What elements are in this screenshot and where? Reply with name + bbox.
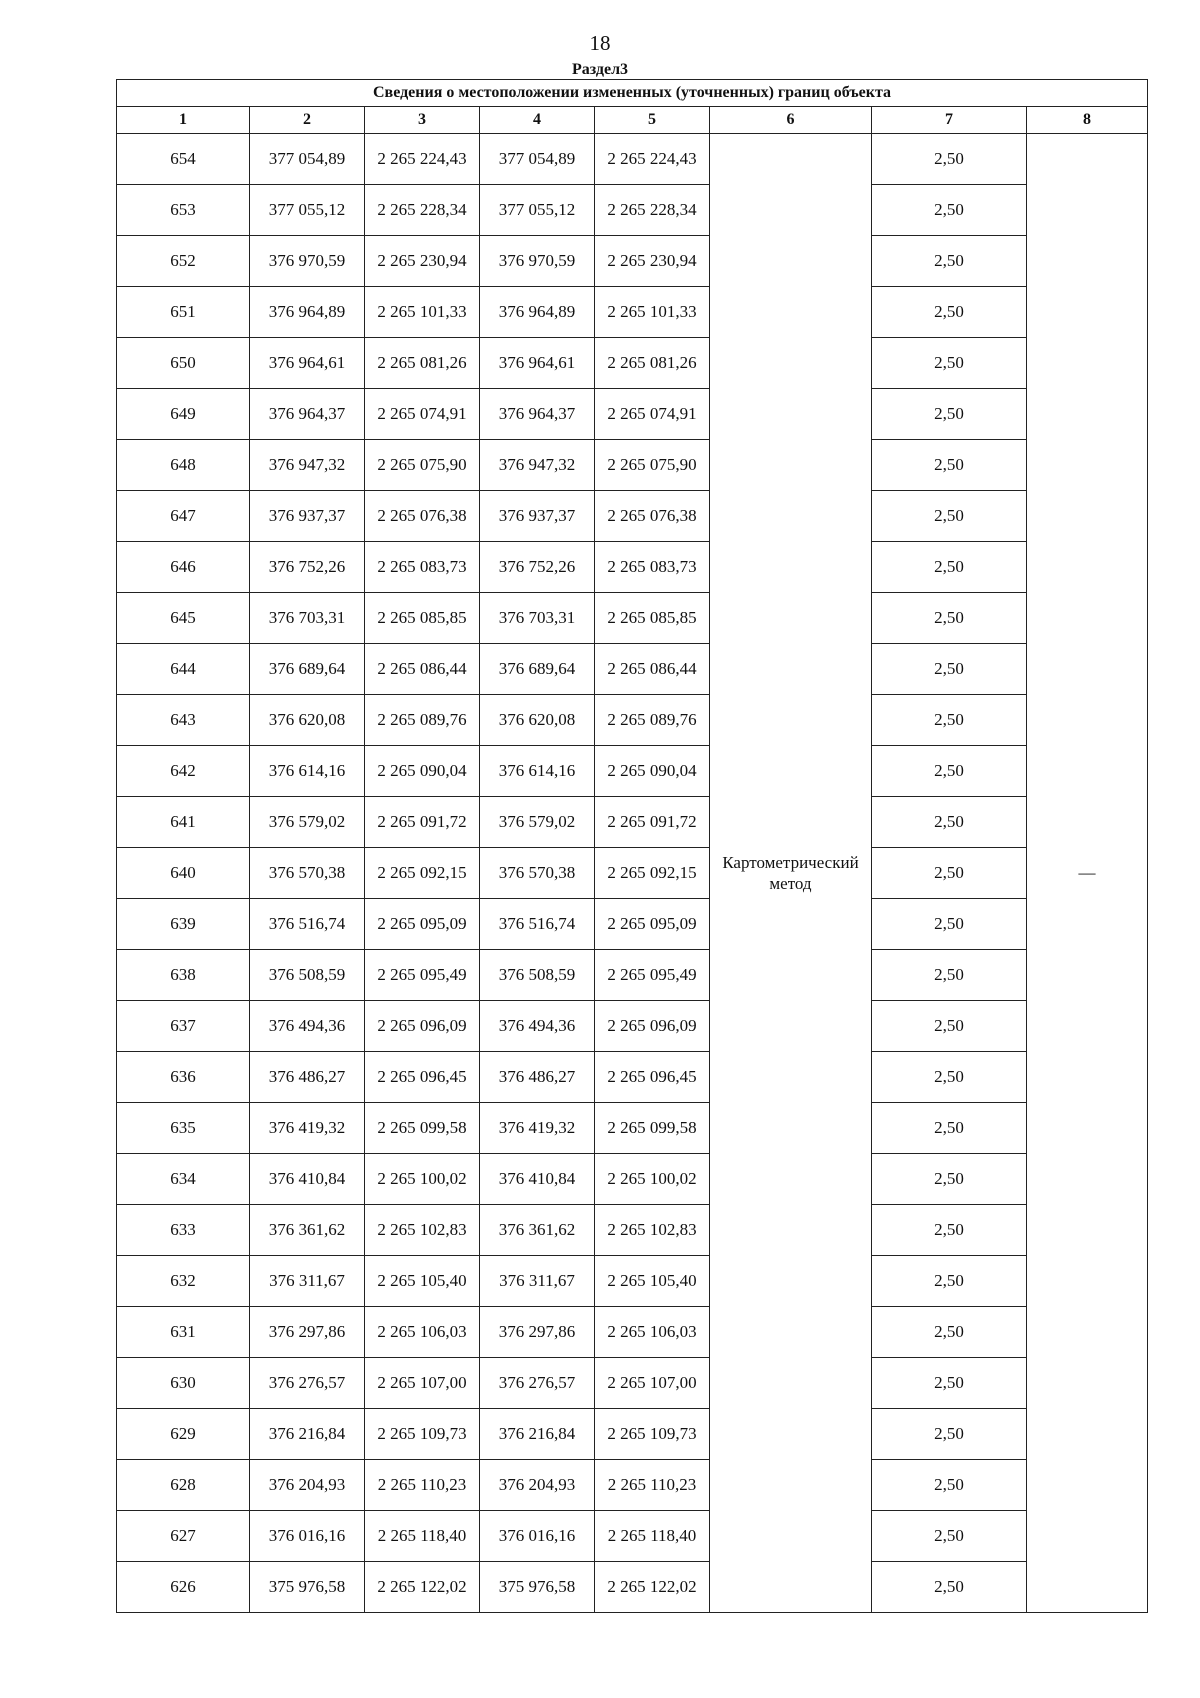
x-new-cell: 376 494,36 xyxy=(480,1001,595,1052)
precision-cell: 2,50 xyxy=(872,185,1027,236)
table-row xyxy=(117,644,1148,695)
point-number-cell: 643 xyxy=(117,695,250,746)
x-new-cell: 376 361,62 xyxy=(480,1205,595,1256)
precision-cell: 2,50 xyxy=(872,389,1027,440)
point-number-cell: 653 xyxy=(117,185,250,236)
point-number-cell: 629 xyxy=(117,1409,250,1460)
x-old-cell: 376 947,32 xyxy=(250,440,365,491)
precision-cell: 2,50 xyxy=(872,440,1027,491)
point-number-cell: 638 xyxy=(117,950,250,1001)
precision-cell: 2,50 xyxy=(872,1256,1027,1307)
x-old-cell: 376 311,67 xyxy=(250,1256,365,1307)
y-new-cell: 2 265 090,04 xyxy=(595,746,710,797)
x-new-cell: 376 311,67 xyxy=(480,1256,595,1307)
x-old-cell: 376 486,27 xyxy=(250,1052,365,1103)
table-row xyxy=(117,134,1148,185)
x-old-cell: 376 276,57 xyxy=(250,1358,365,1409)
x-new-cell: 376 297,86 xyxy=(480,1307,595,1358)
y-new-cell: 2 265 107,00 xyxy=(595,1358,710,1409)
y-old-cell: 2 265 096,45 xyxy=(365,1052,480,1103)
y-old-cell: 2 265 230,94 xyxy=(365,236,480,287)
table-row xyxy=(117,899,1148,950)
y-old-cell: 2 265 122,02 xyxy=(365,1562,480,1613)
precision-cell: 2,50 xyxy=(872,1205,1027,1256)
precision-cell: 2,50 xyxy=(872,848,1027,899)
y-old-cell: 2 265 074,91 xyxy=(365,389,480,440)
y-old-cell: 2 265 075,90 xyxy=(365,440,480,491)
point-number-cell: 632 xyxy=(117,1256,250,1307)
y-old-cell: 2 265 102,83 xyxy=(365,1205,480,1256)
x-old-cell: 376 579,02 xyxy=(250,797,365,848)
column-number-7: 7 xyxy=(872,107,1027,134)
y-new-cell: 2 265 110,23 xyxy=(595,1460,710,1511)
y-new-cell: 2 265 081,26 xyxy=(595,338,710,389)
y-new-cell: 2 265 096,45 xyxy=(595,1052,710,1103)
precision-cell: 2,50 xyxy=(872,1307,1027,1358)
y-new-cell: 2 265 085,85 xyxy=(595,593,710,644)
x-new-cell: 376 419,32 xyxy=(480,1103,595,1154)
table-row xyxy=(117,1052,1148,1103)
x-new-cell: 376 620,08 xyxy=(480,695,595,746)
point-number-cell: 651 xyxy=(117,287,250,338)
point-number-cell: 647 xyxy=(117,491,250,542)
point-number-cell: 641 xyxy=(117,797,250,848)
table-row xyxy=(117,1562,1148,1613)
x-new-cell: 376 486,27 xyxy=(480,1052,595,1103)
table-row xyxy=(117,236,1148,287)
y-new-cell: 2 265 095,09 xyxy=(595,899,710,950)
x-old-cell: 376 964,89 xyxy=(250,287,365,338)
column-number-2: 2 xyxy=(250,107,365,134)
table-row xyxy=(117,287,1148,338)
y-new-cell: 2 265 224,43 xyxy=(595,134,710,185)
point-number-cell: 634 xyxy=(117,1154,250,1205)
y-old-cell: 2 265 109,73 xyxy=(365,1409,480,1460)
y-new-cell: 2 265 075,90 xyxy=(595,440,710,491)
table-body xyxy=(117,134,1148,1613)
table-row xyxy=(117,1154,1148,1205)
x-new-cell: 376 216,84 xyxy=(480,1409,595,1460)
y-old-cell: 2 265 085,85 xyxy=(365,593,480,644)
x-old-cell: 376 419,32 xyxy=(250,1103,365,1154)
table-row xyxy=(117,1358,1148,1409)
x-new-cell: 376 570,38 xyxy=(480,848,595,899)
precision-cell: 2,50 xyxy=(872,1460,1027,1511)
point-number-cell: 631 xyxy=(117,1307,250,1358)
y-old-cell: 2 265 089,76 xyxy=(365,695,480,746)
point-number-cell: 628 xyxy=(117,1460,250,1511)
y-old-cell: 2 265 100,02 xyxy=(365,1154,480,1205)
table-row xyxy=(117,1307,1148,1358)
precision-cell: 2,50 xyxy=(872,1409,1027,1460)
precision-cell: 2,50 xyxy=(872,644,1027,695)
x-new-cell: 376 508,59 xyxy=(480,950,595,1001)
point-number-cell: 630 xyxy=(117,1358,250,1409)
point-number-cell: 636 xyxy=(117,1052,250,1103)
table-row xyxy=(117,1103,1148,1154)
precision-cell: 2,50 xyxy=(872,542,1027,593)
point-number-cell: 650 xyxy=(117,338,250,389)
table-row xyxy=(117,695,1148,746)
precision-cell: 2,50 xyxy=(872,1511,1027,1562)
x-old-cell: 376 689,64 xyxy=(250,644,365,695)
table-row xyxy=(117,185,1148,236)
point-number-cell: 642 xyxy=(117,746,250,797)
x-old-cell: 376 216,84 xyxy=(250,1409,365,1460)
x-old-cell: 376 964,37 xyxy=(250,389,365,440)
point-number-cell: 635 xyxy=(117,1103,250,1154)
x-old-cell: 376 964,61 xyxy=(250,338,365,389)
x-old-cell: 376 494,36 xyxy=(250,1001,365,1052)
point-number-cell: 652 xyxy=(117,236,250,287)
x-old-cell: 376 361,62 xyxy=(250,1205,365,1256)
table-row xyxy=(117,1409,1148,1460)
precision-cell: 2,50 xyxy=(872,134,1027,185)
page-number: 18 xyxy=(589,31,611,55)
y-old-cell: 2 265 095,49 xyxy=(365,950,480,1001)
x-new-cell: 376 964,37 xyxy=(480,389,595,440)
precision-cell: 2,50 xyxy=(872,1358,1027,1409)
table-row xyxy=(117,593,1148,644)
precision-cell: 2,50 xyxy=(872,593,1027,644)
x-old-cell: 376 752,26 xyxy=(250,542,365,593)
x-old-cell: 376 016,16 xyxy=(250,1511,365,1562)
x-new-cell: 375 976,58 xyxy=(480,1562,595,1613)
precision-cell: 2,50 xyxy=(872,746,1027,797)
y-new-cell: 2 265 122,02 xyxy=(595,1562,710,1613)
precision-cell: 2,50 xyxy=(872,491,1027,542)
x-old-cell: 376 204,93 xyxy=(250,1460,365,1511)
y-old-cell: 2 265 090,04 xyxy=(365,746,480,797)
column-number-3: 3 xyxy=(365,107,480,134)
table-row xyxy=(117,746,1148,797)
y-old-cell: 2 265 099,58 xyxy=(365,1103,480,1154)
table-row xyxy=(117,1460,1148,1511)
x-old-cell: 376 970,59 xyxy=(250,236,365,287)
x-old-cell: 376 570,38 xyxy=(250,848,365,899)
x-new-cell: 376 947,32 xyxy=(480,440,595,491)
x-new-cell: 377 055,12 xyxy=(480,185,595,236)
precision-cell: 2,50 xyxy=(872,797,1027,848)
point-number-cell: 649 xyxy=(117,389,250,440)
y-new-cell: 2 265 101,33 xyxy=(595,287,710,338)
point-number-cell: 654 xyxy=(117,134,250,185)
section-title: Раздел3 xyxy=(571,61,629,78)
y-old-cell: 2 265 083,73 xyxy=(365,542,480,593)
point-number-cell: 645 xyxy=(117,593,250,644)
table-row xyxy=(117,950,1148,1001)
table-row xyxy=(117,1256,1148,1307)
y-old-cell: 2 265 095,09 xyxy=(365,899,480,950)
table-caption: Сведения о местоположении измененных (уточненных) границ объекта xyxy=(117,80,1148,107)
precision-cell: 2,50 xyxy=(872,1154,1027,1205)
point-number-cell: 644 xyxy=(117,644,250,695)
table-row xyxy=(117,1511,1148,1562)
x-new-cell: 376 276,57 xyxy=(480,1358,595,1409)
precision-cell: 2,50 xyxy=(872,287,1027,338)
y-new-cell: 2 265 092,15 xyxy=(595,848,710,899)
precision-cell: 2,50 xyxy=(872,1103,1027,1154)
y-new-cell: 2 265 095,49 xyxy=(595,950,710,1001)
y-new-cell: 2 265 091,72 xyxy=(595,797,710,848)
column-number-8: 8 xyxy=(1027,107,1148,134)
precision-cell: 2,50 xyxy=(872,1562,1027,1613)
y-new-cell: 2 265 099,58 xyxy=(595,1103,710,1154)
x-old-cell: 376 516,74 xyxy=(250,899,365,950)
y-old-cell: 2 265 224,43 xyxy=(365,134,480,185)
point-number-cell: 640 xyxy=(117,848,250,899)
y-new-cell: 2 265 100,02 xyxy=(595,1154,710,1205)
y-old-cell: 2 265 101,33 xyxy=(365,287,480,338)
point-number-cell: 646 xyxy=(117,542,250,593)
coordinates-table xyxy=(116,79,1148,1613)
column-number-4: 4 xyxy=(480,107,595,134)
y-old-cell: 2 265 096,09 xyxy=(365,1001,480,1052)
x-new-cell: 376 964,61 xyxy=(480,338,595,389)
y-old-cell: 2 265 076,38 xyxy=(365,491,480,542)
point-number-cell: 648 xyxy=(117,440,250,491)
precision-cell: 2,50 xyxy=(872,1001,1027,1052)
x-new-cell: 376 410,84 xyxy=(480,1154,595,1205)
y-old-cell: 2 265 081,26 xyxy=(365,338,480,389)
y-new-cell: 2 265 118,40 xyxy=(595,1511,710,1562)
table-row xyxy=(117,1001,1148,1052)
y-old-cell: 2 265 118,40 xyxy=(365,1511,480,1562)
y-old-cell: 2 265 092,15 xyxy=(365,848,480,899)
precision-cell: 2,50 xyxy=(872,338,1027,389)
x-old-cell: 377 054,89 xyxy=(250,134,365,185)
table-row xyxy=(117,848,1148,899)
column-number-row xyxy=(117,107,1148,134)
y-new-cell: 2 265 083,73 xyxy=(595,542,710,593)
table-row xyxy=(117,491,1148,542)
y-new-cell: 2 265 106,03 xyxy=(595,1307,710,1358)
x-new-cell: 376 752,26 xyxy=(480,542,595,593)
x-old-cell: 376 620,08 xyxy=(250,695,365,746)
y-new-cell: 2 265 089,76 xyxy=(595,695,710,746)
y-old-cell: 2 265 228,34 xyxy=(365,185,480,236)
table-row xyxy=(117,542,1148,593)
precision-cell: 2,50 xyxy=(872,899,1027,950)
column-number-5: 5 xyxy=(595,107,710,134)
table-row xyxy=(117,440,1148,491)
y-old-cell: 2 265 091,72 xyxy=(365,797,480,848)
x-old-cell: 376 410,84 xyxy=(250,1154,365,1205)
table-row xyxy=(117,797,1148,848)
x-old-cell: 376 703,31 xyxy=(250,593,365,644)
y-new-cell: 2 265 102,83 xyxy=(595,1205,710,1256)
column-number-1: 1 xyxy=(117,107,250,134)
x-new-cell: 377 054,89 xyxy=(480,134,595,185)
y-new-cell: 2 265 076,38 xyxy=(595,491,710,542)
y-new-cell: 2 265 105,40 xyxy=(595,1256,710,1307)
point-number-cell: 626 xyxy=(117,1562,250,1613)
x-new-cell: 376 016,16 xyxy=(480,1511,595,1562)
x-new-cell: 376 204,93 xyxy=(480,1460,595,1511)
note-cell: — xyxy=(1027,134,1148,1613)
table-row xyxy=(117,1205,1148,1256)
point-number-cell: 627 xyxy=(117,1511,250,1562)
x-new-cell: 376 937,37 xyxy=(480,491,595,542)
y-old-cell: 2 265 105,40 xyxy=(365,1256,480,1307)
point-number-cell: 637 xyxy=(117,1001,250,1052)
y-old-cell: 2 265 107,00 xyxy=(365,1358,480,1409)
point-number-cell: 633 xyxy=(117,1205,250,1256)
x-new-cell: 376 516,74 xyxy=(480,899,595,950)
y-old-cell: 2 265 086,44 xyxy=(365,644,480,695)
x-old-cell: 375 976,58 xyxy=(250,1562,365,1613)
x-old-cell: 376 614,16 xyxy=(250,746,365,797)
x-new-cell: 376 689,64 xyxy=(480,644,595,695)
x-new-cell: 376 964,89 xyxy=(480,287,595,338)
table-row xyxy=(117,338,1148,389)
precision-cell: 2,50 xyxy=(872,236,1027,287)
y-new-cell: 2 265 086,44 xyxy=(595,644,710,695)
column-number-6: 6 xyxy=(710,107,872,134)
point-number-cell: 639 xyxy=(117,899,250,950)
x-old-cell: 376 297,86 xyxy=(250,1307,365,1358)
y-new-cell: 2 265 074,91 xyxy=(595,389,710,440)
x-old-cell: 377 055,12 xyxy=(250,185,365,236)
y-new-cell: 2 265 096,09 xyxy=(595,1001,710,1052)
y-old-cell: 2 265 110,23 xyxy=(365,1460,480,1511)
y-new-cell: 2 265 228,34 xyxy=(595,185,710,236)
precision-cell: 2,50 xyxy=(872,695,1027,746)
precision-cell: 2,50 xyxy=(872,950,1027,1001)
x-new-cell: 376 614,16 xyxy=(480,746,595,797)
y-new-cell: 2 265 230,94 xyxy=(595,236,710,287)
precision-cell: 2,50 xyxy=(872,1052,1027,1103)
y-old-cell: 2 265 106,03 xyxy=(365,1307,480,1358)
x-old-cell: 376 508,59 xyxy=(250,950,365,1001)
x-new-cell: 376 703,31 xyxy=(480,593,595,644)
x-old-cell: 376 937,37 xyxy=(250,491,365,542)
method-cell: Картометрический метод xyxy=(710,134,872,1613)
x-new-cell: 376 970,59 xyxy=(480,236,595,287)
x-new-cell: 376 579,02 xyxy=(480,797,595,848)
table-row xyxy=(117,389,1148,440)
y-new-cell: 2 265 109,73 xyxy=(595,1409,710,1460)
